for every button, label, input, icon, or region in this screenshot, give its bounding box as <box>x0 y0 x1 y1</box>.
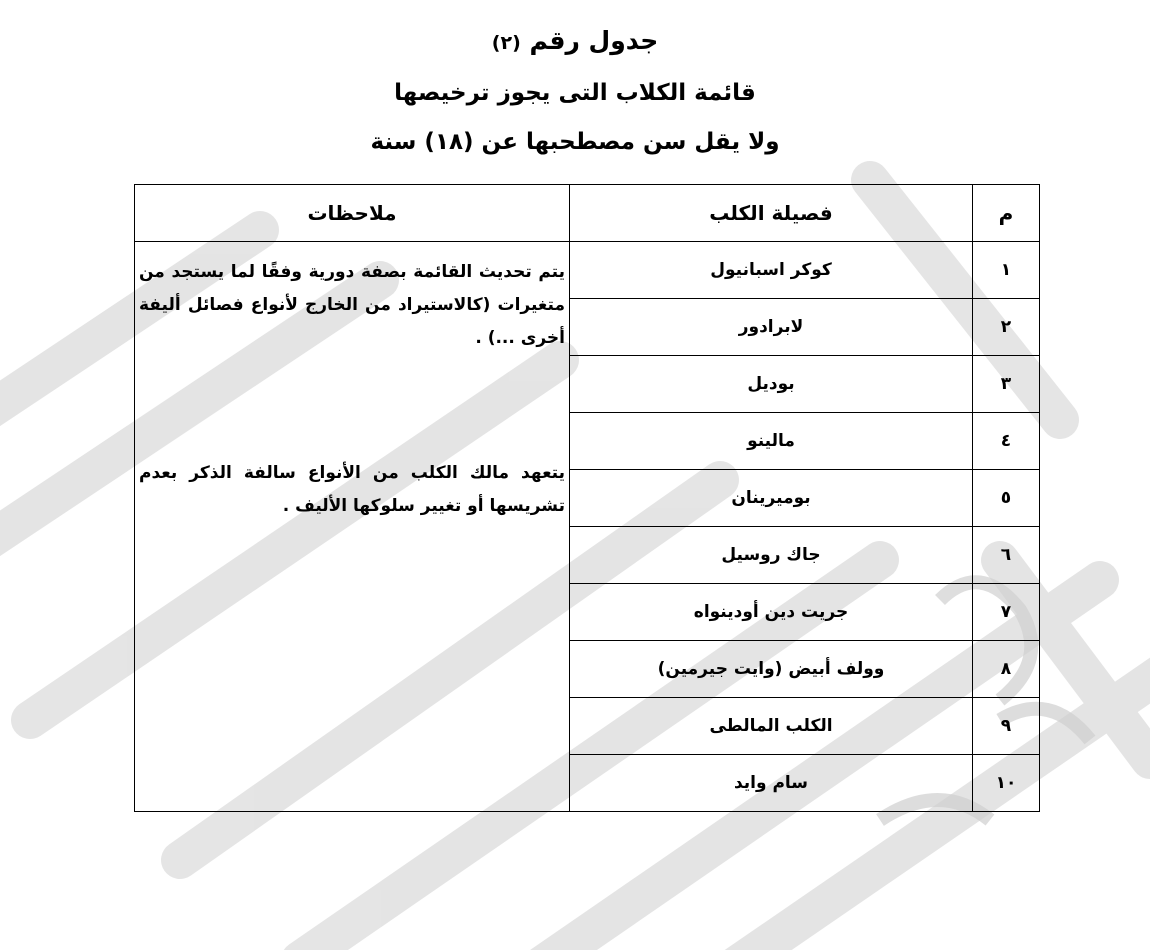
dog-breeds-table <box>134 184 1040 812</box>
row-breed: كوكر اسبانيول <box>570 242 973 299</box>
notes-cell <box>135 242 570 812</box>
row-number: ٤ <box>973 413 1040 470</box>
row-breed: لابرادور <box>570 299 973 356</box>
row-breed: بوديل <box>570 356 973 413</box>
note-update-list: يتم تحديث القائمة بصفة دورية وفقًا لما يستجد من متغيرات (كالاستيراد من الخارج لأنواع فصائل أليفة أخرى ...) . <box>139 262 565 348</box>
row-number: ٧ <box>973 584 1040 641</box>
row-number: ٨ <box>973 641 1040 698</box>
table-title-number: (٢) <box>491 32 521 54</box>
row-number: ١ <box>973 242 1040 299</box>
header-notes: ملاحظات <box>135 185 570 242</box>
subtitle-line-1: قائمة الكلاب التى يجوز ترخيصها <box>394 80 756 106</box>
row-number: ٢ <box>973 299 1040 356</box>
row-breed: مالينو <box>570 413 973 470</box>
table-title-label: جدول رقم <box>529 26 659 55</box>
note-owner-pledge: يتعهد مالك الكلب من الأنواع سالفة الذكر بعدم تشريسها أو تغيير سلوكها الأليف . <box>139 463 565 516</box>
row-breed: جريت دين أودينواه <box>570 584 973 641</box>
table-header-row <box>135 185 1040 242</box>
header-breed: فصيلة الكلب <box>570 185 973 242</box>
table-title <box>0 26 1150 55</box>
row-number: ٩ <box>973 698 1040 755</box>
row-number: ٣ <box>973 356 1040 413</box>
row-breed: وولف أبيض (وايت جيرمين) <box>570 641 973 698</box>
subtitle-line-2: ولا يقل سن مصطحبها عن (١٨) سنة <box>370 129 780 155</box>
row-breed: بوميرينان <box>570 470 973 527</box>
row-number: ٦ <box>973 527 1040 584</box>
row-breed: سام وايد <box>570 755 973 812</box>
row-number: ٥ <box>973 470 1040 527</box>
row-breed: الكلب المالطى <box>570 698 973 755</box>
table-row <box>135 242 1040 299</box>
header-number: م <box>973 185 1040 242</box>
row-breed: جاك روسيل <box>570 527 973 584</box>
row-number: ١٠ <box>973 755 1040 812</box>
